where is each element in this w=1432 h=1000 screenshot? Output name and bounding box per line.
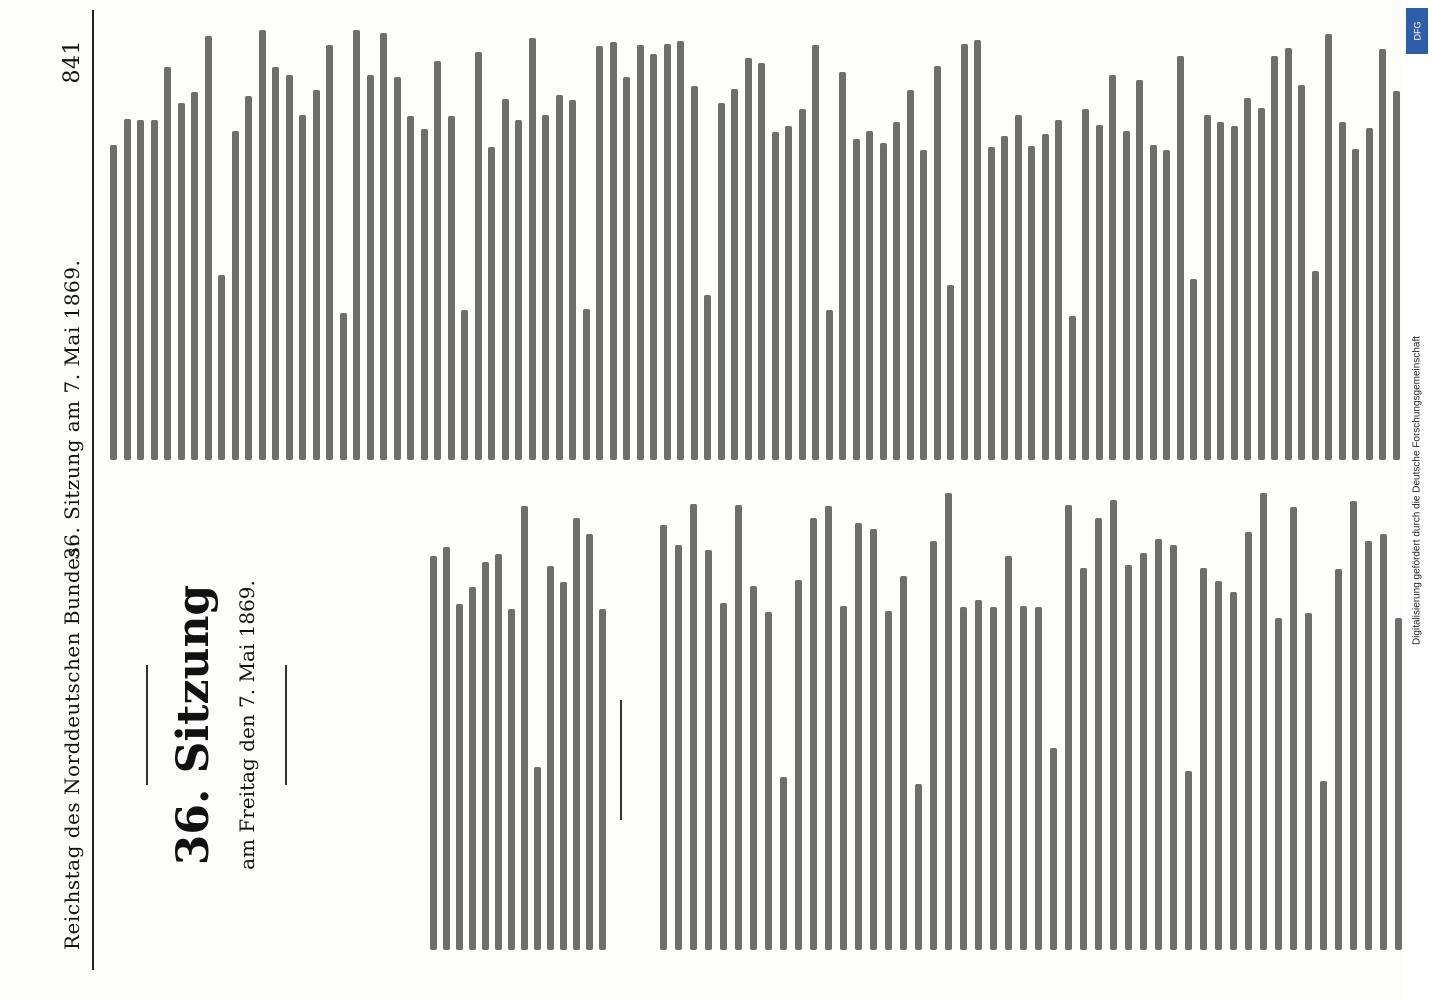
text-line [1155, 539, 1162, 950]
text-line [469, 587, 476, 950]
text-line [1110, 500, 1117, 950]
text-line [529, 38, 536, 460]
text-line [1005, 556, 1012, 950]
session-summary-text [430, 480, 610, 950]
text-line [990, 607, 997, 950]
text-line [151, 120, 158, 460]
text-line [110, 145, 117, 460]
text-line [178, 103, 185, 460]
text-line [596, 46, 603, 460]
text-line [1080, 568, 1087, 950]
text-line [1380, 534, 1387, 950]
text-line [1305, 613, 1312, 950]
text-line [731, 89, 738, 460]
text-line [573, 518, 580, 950]
text-line [521, 506, 528, 950]
text-line [1136, 80, 1143, 460]
text-line [866, 131, 873, 460]
text-line [534, 767, 541, 950]
text-line [569, 100, 576, 460]
summary-rule [620, 700, 622, 820]
text-line [495, 554, 502, 950]
text-line [1320, 782, 1327, 951]
text-line [1350, 501, 1357, 950]
text-line [853, 139, 860, 460]
text-line [326, 45, 333, 460]
proceedings-text-column [100, 20, 1420, 460]
text-line [691, 86, 698, 460]
text-line [677, 41, 684, 460]
text-line [430, 556, 437, 950]
text-line [1379, 49, 1386, 460]
session-date: am Freitag den 7. Mai 1869. [235, 580, 259, 870]
text-line [488, 147, 495, 460]
digitization-credit: Digitalisierung gefördert durch die Deutsche Forschungsgemeinschaft [1411, 335, 1423, 646]
text-line [1020, 606, 1027, 950]
text-line [124, 119, 131, 460]
text-line [1055, 120, 1062, 460]
text-line [758, 63, 765, 460]
text-line [934, 66, 941, 460]
text-line [272, 67, 279, 460]
text-line [1035, 607, 1042, 950]
text-line [1339, 122, 1346, 460]
text-line [313, 90, 320, 460]
text-line [690, 504, 697, 950]
text-line [840, 606, 847, 950]
text-line [735, 505, 742, 950]
text-line [1352, 149, 1359, 460]
text-line [785, 126, 792, 460]
text-line [637, 45, 644, 460]
text-line [870, 529, 877, 950]
text-line [988, 147, 995, 460]
text-line [1393, 91, 1400, 460]
text-line [232, 131, 239, 460]
text-line [1001, 136, 1008, 460]
text-line [610, 42, 617, 460]
text-line [675, 545, 682, 950]
text-line [772, 132, 779, 460]
text-line [583, 309, 590, 460]
text-line [1260, 493, 1267, 950]
text-line [1258, 108, 1265, 460]
text-line [1290, 507, 1297, 950]
text-line [750, 586, 757, 950]
text-line [718, 103, 725, 460]
page-number: 841 [60, 40, 85, 84]
text-line [960, 607, 967, 950]
text-line [1042, 134, 1049, 460]
text-line [1125, 565, 1132, 950]
text-line [515, 120, 522, 460]
text-line [900, 576, 907, 950]
text-line [1185, 771, 1192, 950]
text-line [245, 96, 252, 460]
text-line [810, 518, 817, 950]
text-line [547, 566, 554, 950]
text-line [586, 534, 593, 950]
text-line [434, 61, 441, 460]
text-line [1140, 553, 1147, 950]
text-line [191, 92, 198, 460]
text-line [1215, 581, 1222, 950]
text-line [1285, 48, 1292, 460]
text-line [1245, 532, 1252, 950]
dfg-logo: DFG [1406, 8, 1428, 54]
text-line [475, 52, 482, 460]
text-line [137, 120, 144, 460]
text-line [812, 45, 819, 460]
session-title-block [120, 510, 380, 940]
text-line [1366, 128, 1373, 460]
text-line [920, 150, 927, 460]
text-line [421, 129, 428, 460]
text-line [164, 67, 171, 460]
text-line [623, 77, 630, 460]
text-line [1395, 618, 1402, 950]
header-rule [92, 10, 94, 970]
text-line [443, 547, 450, 950]
text-line [1204, 115, 1211, 460]
text-line [705, 550, 712, 950]
text-line [1069, 316, 1076, 460]
text-line [660, 525, 667, 950]
text-line [1231, 126, 1238, 460]
text-line [799, 109, 806, 460]
text-line [825, 506, 832, 950]
text-line [340, 313, 347, 460]
text-line [394, 77, 401, 460]
text-line [885, 611, 892, 950]
text-line [1177, 56, 1184, 460]
text-line [1217, 122, 1224, 460]
text-line [1123, 131, 1130, 460]
text-line [704, 295, 711, 460]
text-line [1200, 568, 1207, 950]
text-line [599, 609, 606, 950]
text-line [461, 310, 468, 460]
text-line [826, 310, 833, 460]
text-line [1095, 518, 1102, 950]
text-line [1298, 85, 1305, 460]
text-line [508, 609, 515, 950]
text-line [448, 116, 455, 460]
text-line [560, 582, 567, 950]
text-line [556, 95, 563, 460]
session-title: 36. Sitzung [168, 584, 219, 866]
text-line [1244, 98, 1251, 460]
title-rule-top [146, 665, 148, 785]
text-line [880, 143, 887, 460]
text-line [1028, 146, 1035, 460]
text-line [482, 562, 489, 950]
text-line [795, 580, 802, 950]
text-line [380, 34, 387, 461]
text-line [1190, 279, 1197, 460]
text-line [542, 115, 549, 460]
text-line [218, 275, 225, 460]
text-line [502, 99, 509, 460]
text-line [1096, 125, 1103, 460]
text-line [353, 30, 360, 460]
text-line [907, 90, 914, 460]
header-publication: Reichstag des Norddeutschen Bundes. [60, 539, 84, 950]
text-line [1015, 115, 1022, 460]
text-line [855, 523, 862, 950]
text-line [205, 36, 212, 460]
text-line [259, 30, 266, 460]
text-line [299, 115, 306, 460]
text-line [1275, 618, 1282, 950]
text-line [839, 72, 846, 460]
text-line [664, 44, 671, 460]
text-line [1271, 56, 1278, 460]
text-line [974, 40, 981, 460]
text-line [1335, 569, 1342, 950]
text-line [720, 603, 727, 950]
digitization-sidebar [1402, 0, 1432, 1000]
text-line [893, 122, 900, 460]
attendance-roster-text [660, 480, 1420, 950]
text-line [975, 600, 982, 950]
text-line [1230, 592, 1237, 950]
header-session: 36. Sitzung am 7. Mai 1869. [60, 259, 84, 560]
text-line [947, 285, 954, 460]
text-line [1170, 545, 1177, 950]
text-line [650, 54, 657, 460]
text-line [286, 75, 293, 460]
text-line [367, 75, 374, 460]
text-line [930, 541, 937, 950]
text-line [1050, 748, 1057, 950]
title-rule-bottom [285, 665, 287, 785]
text-line [1325, 34, 1332, 460]
text-line [961, 44, 968, 460]
running-header [60, 10, 90, 990]
text-line [945, 493, 952, 950]
text-line [1109, 75, 1116, 460]
text-line [1082, 109, 1089, 460]
text-line [1365, 541, 1372, 950]
text-line [1065, 505, 1072, 950]
text-line [915, 784, 922, 950]
text-line [745, 58, 752, 460]
text-line [1312, 271, 1319, 460]
text-line [765, 612, 772, 950]
text-line [407, 116, 414, 460]
text-line [456, 604, 463, 950]
text-line [780, 777, 787, 950]
text-line [1163, 150, 1170, 460]
text-line [1150, 145, 1157, 460]
